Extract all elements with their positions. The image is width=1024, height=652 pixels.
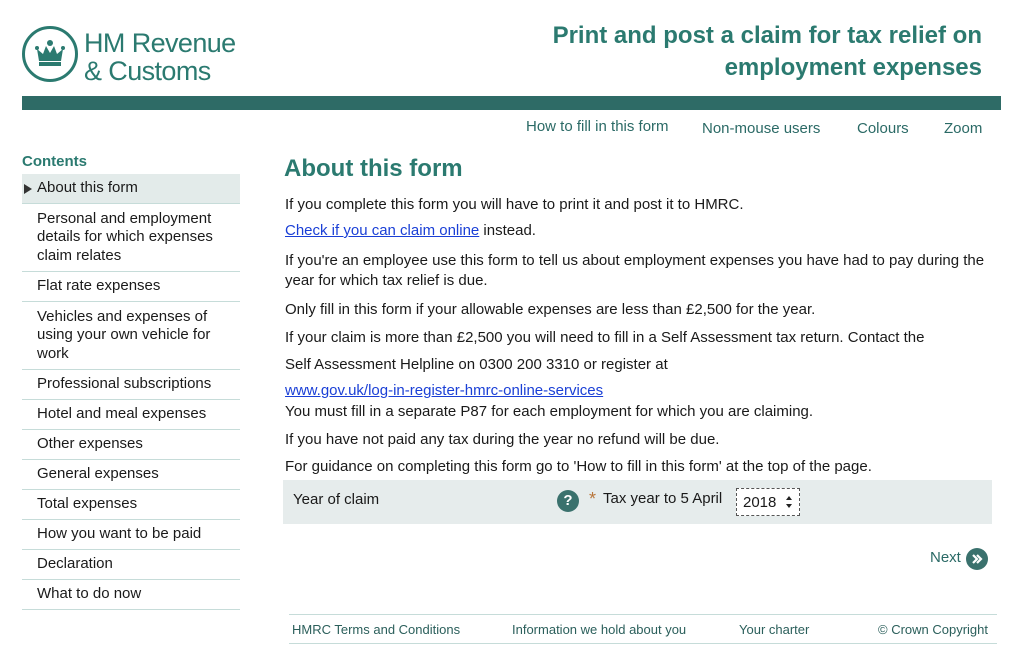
sidebar-item-label: Vehicles and expenses of using your own vehicle for work <box>37 307 211 362</box>
limit-paragraph: Only fill in this form if your allowable expenses are less than £2,500 for the year. <box>285 301 816 318</box>
required-marker: * <box>589 489 597 509</box>
sidebar-item-what-to-do-now[interactable] <box>22 580 240 610</box>
check-online-paragraph <box>285 221 995 241</box>
sidebar-item-label: About this form <box>37 179 138 197</box>
section-heading: About this form <box>284 155 463 182</box>
nav-colours[interactable]: Colours <box>857 120 909 137</box>
sidebar-item-about[interactable] <box>22 174 240 204</box>
footer-divider-top <box>289 614 997 615</box>
nav-how-to-fill[interactable]: How to fill in this form <box>526 118 669 135</box>
guidance-paragraph: For guidance on completing this form go to 'How to fill in this form' at the top of the page. <box>285 458 872 475</box>
sidebar-item-label: Flat rate expenses <box>37 277 161 295</box>
footer-terms-link[interactable]: HMRC Terms and Conditions <box>292 622 461 637</box>
crown-crest-icon <box>22 26 78 82</box>
intro-paragraph: If you complete this form you will have to print it and post it to HMRC. <box>285 196 744 213</box>
sidebar-item-label: How you want to be paid <box>37 525 202 543</box>
sidebar-item-label: Professional subscriptions <box>37 375 212 393</box>
hmrc-logo[interactable] <box>22 26 262 86</box>
helpline-paragraph: Self Assessment Helpline on 0300 200 3310 or register at <box>285 356 668 373</box>
contents-sidebar <box>22 174 240 610</box>
tax-year-label: Tax year to 5 April <box>603 490 723 507</box>
register-link-line <box>285 381 995 401</box>
sidebar-item-label: Personal and employment details for which expenses claim relates <box>37 209 213 264</box>
sidebar-item-personal-details[interactable] <box>22 204 240 272</box>
sidebar-item-label: Declaration <box>37 555 113 573</box>
sidebar-item-other-expenses[interactable] <box>22 430 240 460</box>
check-online-suffix: instead. <box>479 222 536 239</box>
sidebar-item-hotel-meal[interactable] <box>22 400 240 430</box>
sidebar-item-flat-rate[interactable] <box>22 272 240 302</box>
sidebar-item-label: What to do now <box>37 585 142 603</box>
page-title-line2: employment expenses <box>724 54 982 81</box>
sidebar-item-payment[interactable] <box>22 520 240 550</box>
self-assessment-paragraph: If your claim is more than £2,500 you will need to fill in a Self Assessment tax return. Contact the <box>285 329 925 346</box>
header-bar <box>22 96 1001 110</box>
logo-text-line2: & Customs <box>84 56 211 86</box>
spinner-arrows-icon <box>785 495 793 509</box>
sidebar-item-label: General expenses <box>37 465 159 483</box>
next-arrow-icon[interactable] <box>966 548 988 570</box>
help-icon[interactable]: ? <box>557 490 579 512</box>
footer-info-link[interactable]: Information we hold about you <box>512 622 687 637</box>
tax-year-value: 2018 <box>743 493 777 511</box>
year-of-claim-label: Year of claim <box>293 491 380 508</box>
tax-year-select[interactable] <box>736 488 800 516</box>
footer-divider-bottom <box>289 643 997 644</box>
nav-non-mouse-users[interactable]: Non-mouse users <box>702 120 821 137</box>
no-refund-paragraph: If you have not paid any tax during the year no refund will be due. <box>285 431 720 448</box>
employee-paragraph: If you're an employee use this form to tell us about employment expenses you have had to pay during the year for which tax relief is due. <box>285 252 985 289</box>
footer-charter-link[interactable]: Your charter <box>739 622 810 637</box>
logo-text-line1: HM Revenue <box>84 28 236 58</box>
current-item-arrow-icon <box>24 184 32 194</box>
sidebar-item-label: Other expenses <box>37 435 143 453</box>
check-online-link[interactable]: Check if you can claim online <box>285 222 480 239</box>
page-title <box>462 20 982 84</box>
sidebar-item-vehicles[interactable] <box>22 302 240 370</box>
next-link[interactable]: Next <box>930 549 961 566</box>
page-title-line1: Print and post a claim for tax relief on <box>552 22 982 49</box>
sidebar-item-general-expenses[interactable] <box>22 460 240 490</box>
sidebar-item-label: Hotel and meal expenses <box>37 405 207 423</box>
footer-copyright-link[interactable]: © Crown Copyright <box>878 622 989 637</box>
sidebar-item-declaration[interactable] <box>22 550 240 580</box>
separate-p87-paragraph: You must fill in a separate P87 for each employment for which you are claiming. <box>285 403 814 420</box>
register-link[interactable]: www.gov.uk/log-in-register-hmrc-online-services <box>285 382 604 399</box>
nav-zoom[interactable]: Zoom <box>944 120 983 137</box>
contents-heading: Contents <box>22 153 87 170</box>
sidebar-item-total-expenses[interactable] <box>22 490 240 520</box>
sidebar-item-label: Total expenses <box>37 495 138 513</box>
sidebar-item-professional-subscriptions[interactable] <box>22 370 240 400</box>
